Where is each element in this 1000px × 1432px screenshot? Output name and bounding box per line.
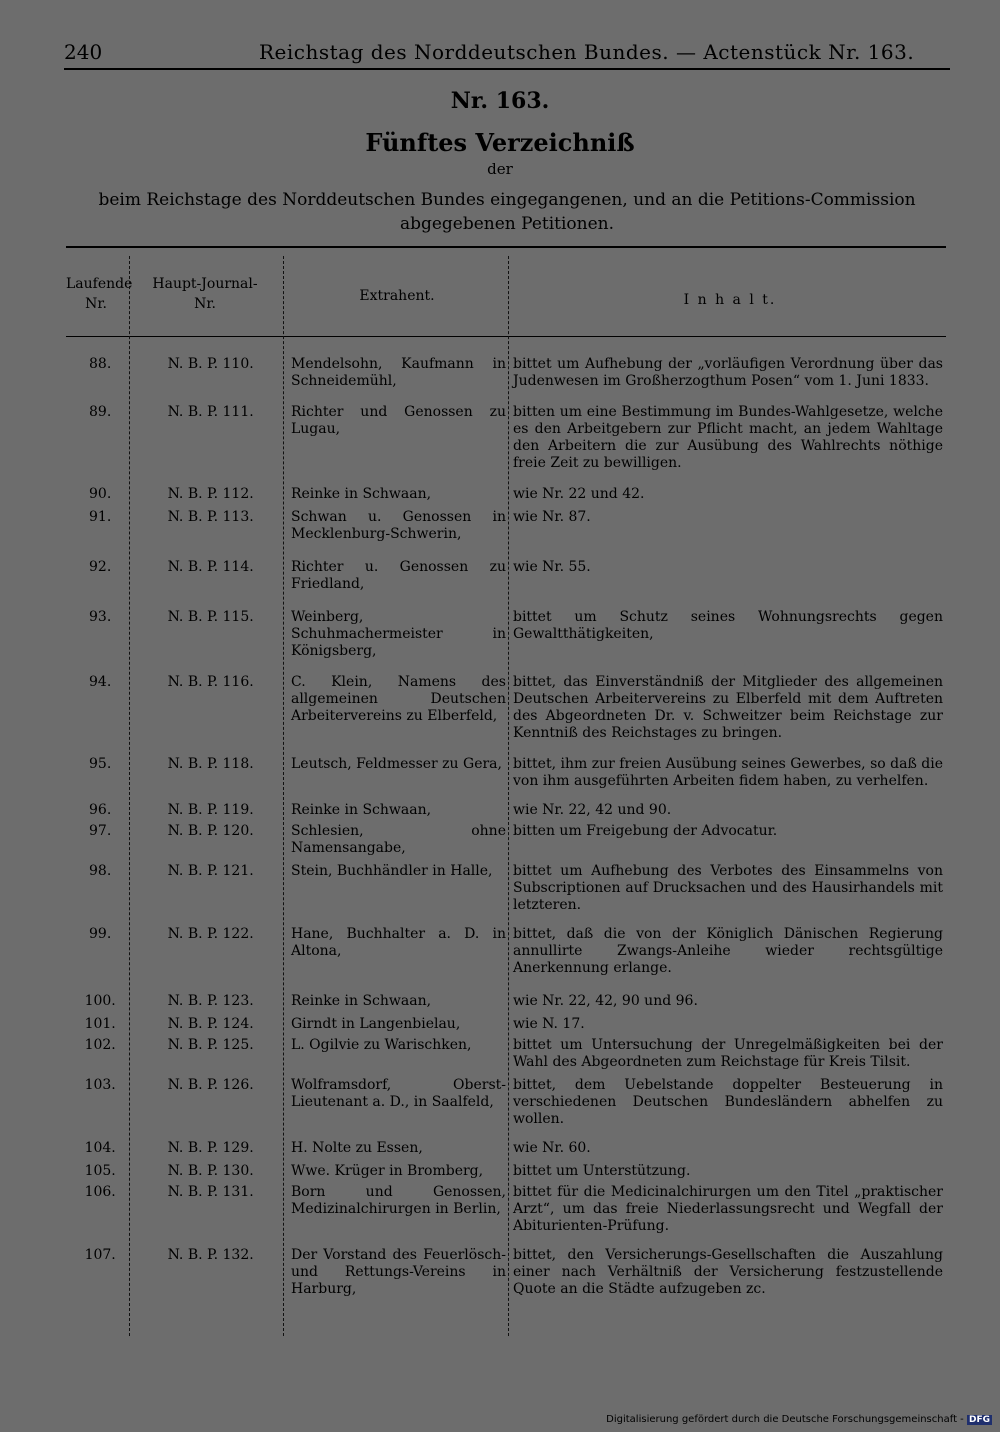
credit-text: Digitalisierung gefördert durch die Deutsche Forschungsgemeinschaft -: [606, 1414, 964, 1425]
inhalt-cell: bittet um Aufhebung des Verbotes des Einsammelns von Subscriptionen auf Drucksachen und des Hausirhandels mit letzteren.: [512, 863, 943, 913]
journal-number: N. B. P. 132.: [167, 1247, 254, 1263]
inhalt-cell: bitten um Freigebung der Advocatur.: [512, 823, 778, 839]
inhalt-cell: bittet um Schutz seines Wohnungsrechts gegen Gewaltthätigkeiten,: [512, 609, 943, 642]
row-number: 89.: [89, 404, 112, 420]
inhalt-cell: wie Nr. 60.: [512, 1140, 591, 1156]
table-row: [66, 790, 946, 819]
table-row: [66, 914, 946, 977]
journal-number: N. B. P. 121.: [167, 863, 254, 879]
column-header-journal-line1: Haupt-Journal-: [152, 276, 258, 292]
table-row: [66, 1180, 946, 1235]
title-connector: der: [487, 160, 513, 178]
extrahent-cell: Stein, Buchhändler in Halle,: [290, 863, 493, 879]
table-row: [66, 660, 946, 742]
inhalt-cell: bitten um eine Bestimmung im Bundes-Wahlgesetze, welche es den Arbeitgebern zur Pflicht macht, an jedem Wahltage den Arbeitern die zur Ausübung des Wahlrechts nöthige freie Zeit zu bewilligen.: [512, 404, 943, 471]
inhalt-cell: bittet, das Einverständniß der Mitglieder des allgemeinen Deutschen Arbeitervereins zu Elberfeld mit dem Auftreten des Abgeordneten Dr. v. Schweitzer beim Reichstage zur Kenntniß des Reichstages zu bringen.: [512, 674, 943, 741]
journal-number: N. B. P. 129.: [167, 1140, 254, 1156]
journal-number: N. B. P. 112.: [167, 486, 254, 502]
row-number: 93.: [89, 609, 112, 625]
extrahent-cell: Der Vorstand des Feuerlösch- und Rettungs-Vereins in Harburg,: [290, 1247, 506, 1297]
inhalt-cell: bittet, den Versicherungs-Gesellschaften die Auszahlung einer nach Verhältniß der Versicherung festzustellende Quote an die Städte aufzugeben zc.: [512, 1247, 943, 1297]
row-number: 105.: [84, 1163, 116, 1179]
row-number: 101.: [84, 1016, 116, 1032]
table-row: [66, 503, 946, 543]
column-header-laufende-line1: Laufende: [66, 276, 133, 292]
row-number: 100.: [84, 993, 116, 1009]
inhalt-cell: wie Nr. 55.: [512, 559, 591, 575]
table-row: [66, 348, 946, 390]
extrahent-cell: Mendelsohn, Kaufmann in Schneidemühl,: [290, 356, 506, 389]
extrahent-cell: H. Nolte zu Essen,: [290, 1140, 423, 1156]
inhalt-cell: wie Nr. 22, 42 und 90.: [512, 802, 672, 818]
table-row: [66, 857, 946, 914]
row-number: 94.: [89, 674, 112, 690]
journal-number: N. B. P. 115.: [167, 609, 254, 625]
journal-number: N. B. P. 111.: [167, 404, 254, 420]
column-header-journal-line2: Nr.: [194, 296, 216, 312]
row-number: 107.: [84, 1247, 116, 1263]
table-row: [66, 1235, 946, 1298]
table-row: [66, 977, 946, 1010]
row-number: 90.: [89, 486, 112, 502]
row-number: 99.: [89, 926, 112, 942]
inhalt-cell: wie Nr. 22, 42, 90 und 96.: [512, 993, 698, 1009]
journal-number: N. B. P. 120.: [167, 823, 254, 839]
extrahent-cell: Reinke in Schwaan,: [290, 993, 432, 1009]
column-header-extrahent: Extrahent.: [359, 288, 435, 304]
extrahent-cell: C. Klein, Namens des allgemeinen Deutschen Arbeitervereins zu Elberfeld,: [290, 674, 506, 724]
row-number: 91.: [89, 509, 112, 525]
journal-number: N. B. P. 118.: [167, 756, 254, 772]
journal-number: N. B. P. 123.: [167, 993, 254, 1009]
row-number: 92.: [89, 559, 112, 575]
column-header-laufende: [66, 274, 133, 314]
journal-number: N. B. P. 113.: [167, 509, 254, 525]
table-header-rule: [66, 336, 946, 337]
journal-number: N. B. P. 131.: [167, 1184, 254, 1200]
table-row: [66, 1157, 946, 1180]
table-row: [66, 1033, 946, 1071]
inhalt-cell: bittet, daß die von der Königlich Dänischen Regierung annullirte Zwangs-Anleihe wieder rechtsgültige Anerkennung erlange.: [512, 926, 943, 976]
column-header-journal: [130, 274, 280, 314]
extrahent-cell: Born und Genossen, Medizinalchirurgen in Berlin,: [290, 1184, 506, 1217]
extrahent-cell: L. Ogilvie zu Warischken,: [290, 1037, 472, 1053]
extrahent-cell: Schwan u. Genossen in Mecklenburg-Schwerin,: [290, 509, 506, 542]
inhalt-cell: wie N. 17.: [512, 1016, 585, 1032]
table-row: [66, 1071, 946, 1128]
journal-number: N. B. P. 126.: [167, 1077, 254, 1093]
inhalt-cell: bittet, dem Uebelstande doppelter Besteuerung in verschiedenen Deutschen Bundesländern abhelfen zu wollen.: [512, 1077, 943, 1127]
inhalt-cell: bittet, ihm zur freien Ausübung seines Gewerbes, so daß die von ihm ausgeführten Arbeiten fidem haben, zu verhelfen.: [512, 756, 943, 789]
journal-number: N. B. P. 130.: [167, 1163, 254, 1179]
running-header: [64, 38, 950, 70]
table-row: [66, 1010, 946, 1033]
journal-number: N. B. P. 110.: [167, 356, 254, 372]
extrahent-cell: Richter u. Genossen zu Friedland,: [290, 559, 506, 592]
table-top-rule: [66, 246, 946, 248]
page-number: 240: [64, 40, 103, 64]
inhalt-cell: wie Nr. 22 und 42.: [512, 486, 645, 502]
extrahent-cell: Girndt in Langenbielau,: [290, 1016, 461, 1032]
document-title: Fünftes Verzeichniß: [365, 128, 635, 157]
inhalt-cell: bittet um Aufhebung der „vorläufigen Verordnung über das Judenwesen im Großherzogthum Posen“ vom 1. Juni 1833.: [512, 356, 943, 389]
column-header-laufende-line2: Nr.: [85, 296, 107, 312]
inhalt-cell: bittet um Unterstützung.: [512, 1163, 691, 1179]
row-number: 97.: [89, 823, 112, 839]
table-row: [66, 1128, 946, 1157]
digitization-credit: [606, 1414, 992, 1425]
row-number: 104.: [84, 1140, 116, 1156]
inhalt-cell: bittet um Untersuchung der Unregelmäßigkeiten bei der Wahl des Abgeordneten zum Reichstage für Kreis Tilsit.: [512, 1037, 943, 1070]
journal-number: N. B. P. 116.: [167, 674, 254, 690]
document-subtitle: beim Reichstage des Norddeutschen Bundes eingegangenen, und an die Petitions-Commission abgegebenen Petitionen.: [98, 190, 916, 234]
row-number: 102.: [84, 1037, 116, 1053]
dfg-logo: DFG: [968, 1415, 990, 1425]
table-row: [66, 543, 946, 593]
inhalt-cell: wie Nr. 87.: [512, 509, 591, 525]
running-title: Reichstag des Norddeutschen Bundes. — Actenstück Nr. 163.: [259, 40, 915, 64]
extrahent-cell: Hane, Buchhalter a. D. in Altona,: [290, 926, 506, 959]
journal-number: N. B. P. 125.: [167, 1037, 254, 1053]
extrahent-cell: Schlesien, ohne Namensangabe,: [290, 823, 506, 856]
extrahent-cell: Weinberg, Schuhmachermeister in Königsberg,: [290, 609, 506, 659]
table-row: [66, 742, 946, 790]
extrahent-cell: Wolframsdorf, Oberst-Lieutenant a. D., in Saalfeld,: [290, 1077, 506, 1110]
extrahent-cell: Leutsch, Feldmesser zu Gera,: [290, 756, 502, 772]
row-number: 103.: [84, 1077, 116, 1093]
extrahent-cell: Wwe. Krüger in Bromberg,: [290, 1163, 484, 1179]
row-number: 96.: [89, 802, 112, 818]
extrahent-cell: Reinke in Schwaan,: [290, 486, 432, 502]
table-row: [66, 472, 946, 503]
column-header-inhalt: I n h a l t.: [683, 292, 777, 308]
journal-number: N. B. P. 119.: [167, 802, 254, 818]
journal-number: N. B. P. 122.: [167, 926, 254, 942]
table-row: [66, 390, 946, 472]
journal-number: N. B. P. 124.: [167, 1016, 254, 1032]
row-number: 88.: [89, 356, 112, 372]
extrahent-cell: Richter und Genossen zu Lugau,: [290, 404, 506, 437]
document-number: Nr. 163.: [450, 88, 550, 114]
inhalt-cell: bittet für die Medicinalchirurgen um den Titel „praktischer Arzt“, um das freie Niederlassungsrecht und Wegfall der Abiturienten-Prüfung.: [512, 1184, 943, 1234]
table-row: [66, 819, 946, 857]
table-row: [66, 593, 946, 660]
petitions-table: [66, 348, 946, 1298]
extrahent-cell: Reinke in Schwaan,: [290, 802, 432, 818]
row-number: 106.: [84, 1184, 116, 1200]
row-number: 95.: [89, 756, 112, 772]
row-number: 98.: [89, 863, 112, 879]
journal-number: N. B. P. 114.: [167, 559, 254, 575]
